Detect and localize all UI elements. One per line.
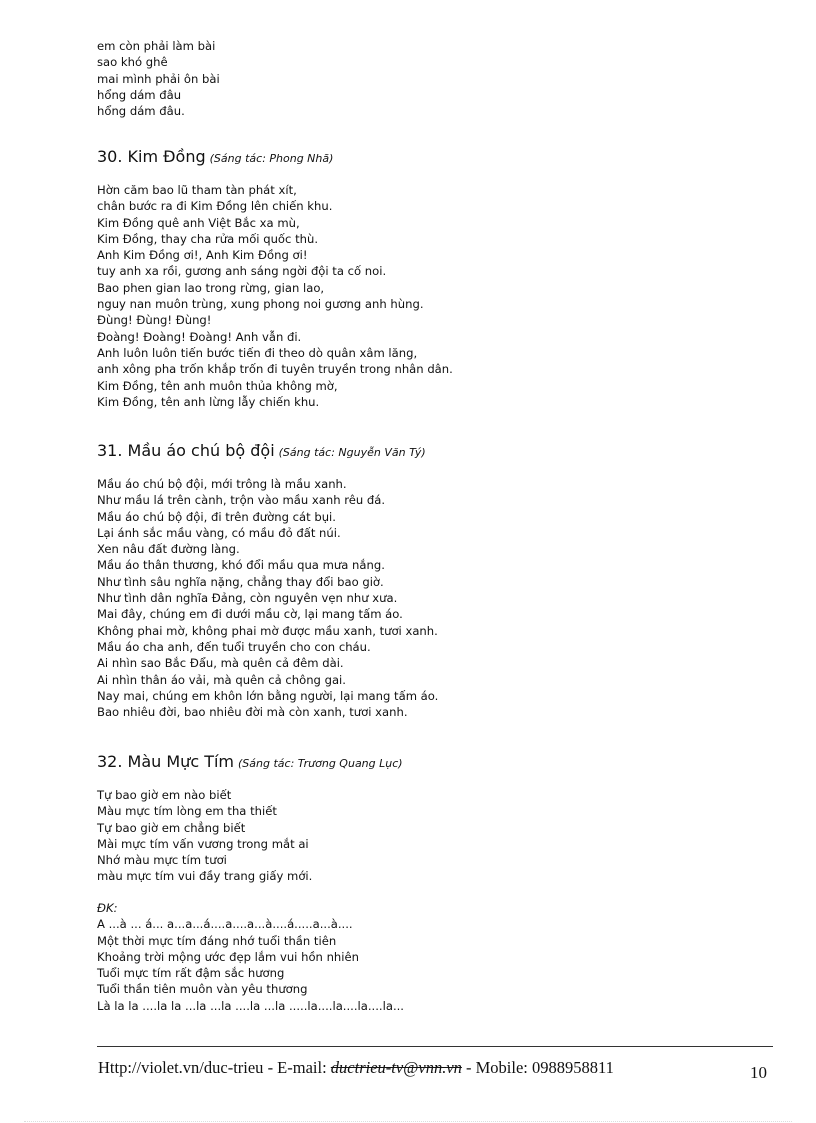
lyric-line: Nay mai, chúng em khôn lớn bằng người, lại mang tấm áo. bbox=[97, 688, 439, 703]
lyric-line: Bao phen gian lao trong rừng, gian lao, bbox=[97, 280, 325, 295]
lyric-line: Kim Đồng, tên anh muôn thủa không mờ, bbox=[97, 378, 338, 393]
song-title: 31. Mầu áo chú bộ đội bbox=[97, 441, 275, 460]
lyric-line: Xen nâu đất đường làng. bbox=[97, 542, 240, 557]
chorus-label: ĐK: bbox=[97, 901, 118, 915]
lyric-line: Lại ánh sắc mầu vàng, có mầu đỏ đất núi. bbox=[97, 525, 341, 540]
lyric-line: Hờn căm bao lũ tham tàn phát xít, bbox=[97, 183, 297, 197]
lyric-line: mai mình phải ôn bài bbox=[97, 71, 220, 86]
lyric-line: Kim Đồng, tên anh lừng lẫy chiến khu. bbox=[97, 394, 320, 409]
lyric-line: Anh Kim Đồng ơi!, Anh Kim Đồng ơi! bbox=[97, 248, 308, 263]
song-lyrics bbox=[97, 182, 453, 410]
chorus bbox=[97, 900, 404, 1014]
lyric-line: Anh luôn luôn tiến bước tiến đi theo dò quân xâm lăng, bbox=[97, 345, 418, 360]
lyric-line: Tuổi mực tím rất đậm sắc hương bbox=[97, 966, 285, 981]
lyric-line: Nhớ màu mực tím tươi bbox=[97, 853, 227, 868]
lyric-line: Như mầu lá trên cành, trộn vào mầu xanh rêu đá. bbox=[97, 493, 386, 508]
footer-email: ductrieu-tv@vnn.vn bbox=[330, 1058, 462, 1077]
lyric-line: em còn phải làm bài bbox=[97, 39, 216, 53]
lyric-line: Không phai mờ, không phai mờ được mầu xanh, tươi xanh. bbox=[97, 623, 438, 638]
lyric-line: tuy anh xa rồi, gương anh sáng ngời đội ta cố noi. bbox=[97, 264, 387, 279]
lyric-line: Một thời mực tím đáng nhớ tuổi thần tiên bbox=[97, 933, 337, 948]
song-title: 30. Kim Đồng bbox=[97, 147, 206, 166]
lyric-line: hổng dám đâu. bbox=[97, 104, 185, 119]
page-bottom-border bbox=[24, 1121, 792, 1122]
lyric-line: Tự bao giờ em chẳng biết bbox=[97, 820, 246, 835]
lyric-line: Tự bao giờ em nào biết bbox=[97, 788, 232, 802]
lyric-line: Tuổi thần tiên muôn vàn yêu thương bbox=[97, 982, 308, 997]
intro-verse bbox=[97, 38, 220, 119]
lyric-line: Mài mực tím vấn vương trong mắt ai bbox=[97, 836, 309, 851]
song-heading bbox=[97, 441, 426, 460]
song-lyrics bbox=[97, 476, 438, 720]
lyric-line: Là la la ....la la ...la ...la ....la ...la .....la....la....la....la... bbox=[97, 998, 404, 1013]
lyric-line: Ai nhìn sao Bắc Đẩu, mà quên cả đêm dài. bbox=[97, 656, 344, 671]
lyric-line: Kim Đồng quê anh Việt Bắc xa mù, bbox=[97, 215, 300, 230]
lyric-line: chân bước ra đi Kim Đồng lên chiến khu. bbox=[97, 199, 333, 214]
lyric-line: Đùng! Đùng! Đùng! bbox=[97, 313, 212, 328]
lyric-line: nguy nan muôn trùng, xung phong noi gương anh hùng. bbox=[97, 297, 424, 312]
lyric-line: Mầu áo chú bộ đội, mới trông là mầu xanh. bbox=[97, 477, 347, 491]
lyric-line: sao khó ghê bbox=[97, 55, 168, 70]
lyric-line: màu mực tím vui đầy trang giấy mới. bbox=[97, 869, 313, 884]
footer bbox=[98, 1058, 614, 1078]
lyric-line: Mai đây, chúng em đi dưới mầu cờ, lại mang tấm áo. bbox=[97, 607, 403, 622]
page-number: 10 bbox=[750, 1063, 767, 1082]
lyric-line: Màu mực tím lòng em tha thiết bbox=[97, 804, 277, 819]
lyric-line: hổng dám đâu bbox=[97, 87, 182, 102]
lyric-line: Mầu áo thân thương, khó đổi mầu qua mưa nắng. bbox=[97, 558, 385, 573]
song-credit: (Sáng tác: Trương Quang Lục) bbox=[238, 757, 403, 770]
lyric-line: Như tình sâu nghĩa nặng, chẳng thay đổi bao giờ. bbox=[97, 574, 384, 589]
song-credit: (Sáng tác: Nguyễn Văn Tý) bbox=[278, 446, 426, 459]
song-title: 32. Màu Mực Tím bbox=[97, 752, 234, 771]
lyric-line: Mầu áo chú bộ đội, đi trên đường cát bụi. bbox=[97, 509, 336, 524]
footer-email-label: - E-mail: bbox=[263, 1058, 331, 1077]
footer-divider bbox=[97, 1046, 773, 1047]
footer-mobile: - Mobile: 0988958811 bbox=[461, 1058, 614, 1077]
song-lyrics bbox=[97, 787, 312, 885]
lyric-line: A ...à ... á... a...a...á....a....a...à....á.....a...à.... bbox=[97, 917, 353, 932]
lyric-line: Ai nhìn thân áo vải, mà quên cả chông gai. bbox=[97, 672, 346, 687]
song-credit: (Sáng tác: Phong Nhã) bbox=[209, 152, 334, 165]
lyric-line: Đoàng! Đoàng! Đoàng! Anh vẫn đi. bbox=[97, 329, 302, 344]
lyric-line: Như tình dân nghĩa Đảng, còn nguyên vẹn như xưa. bbox=[97, 591, 398, 606]
lyric-line: Bao nhiêu đời, bao nhiêu đời mà còn xanh, tươi xanh. bbox=[97, 705, 408, 720]
lyric-line: Kim Đồng, thay cha rửa mối quốc thù. bbox=[97, 231, 319, 246]
song-heading bbox=[97, 752, 403, 771]
lyric-line: anh xông pha trốn khắp trốn đi tuyên truyền trong nhân dân. bbox=[97, 362, 453, 377]
lyric-line: Khoảng trời mộng ước đẹp lắm vui hồn nhiên bbox=[97, 949, 359, 964]
song-heading bbox=[97, 147, 333, 166]
lyric-line: Mầu áo cha anh, đến tuổi truyền cho con cháu. bbox=[97, 639, 371, 654]
footer-website: Http://violet.vn/duc-trieu bbox=[98, 1058, 264, 1077]
